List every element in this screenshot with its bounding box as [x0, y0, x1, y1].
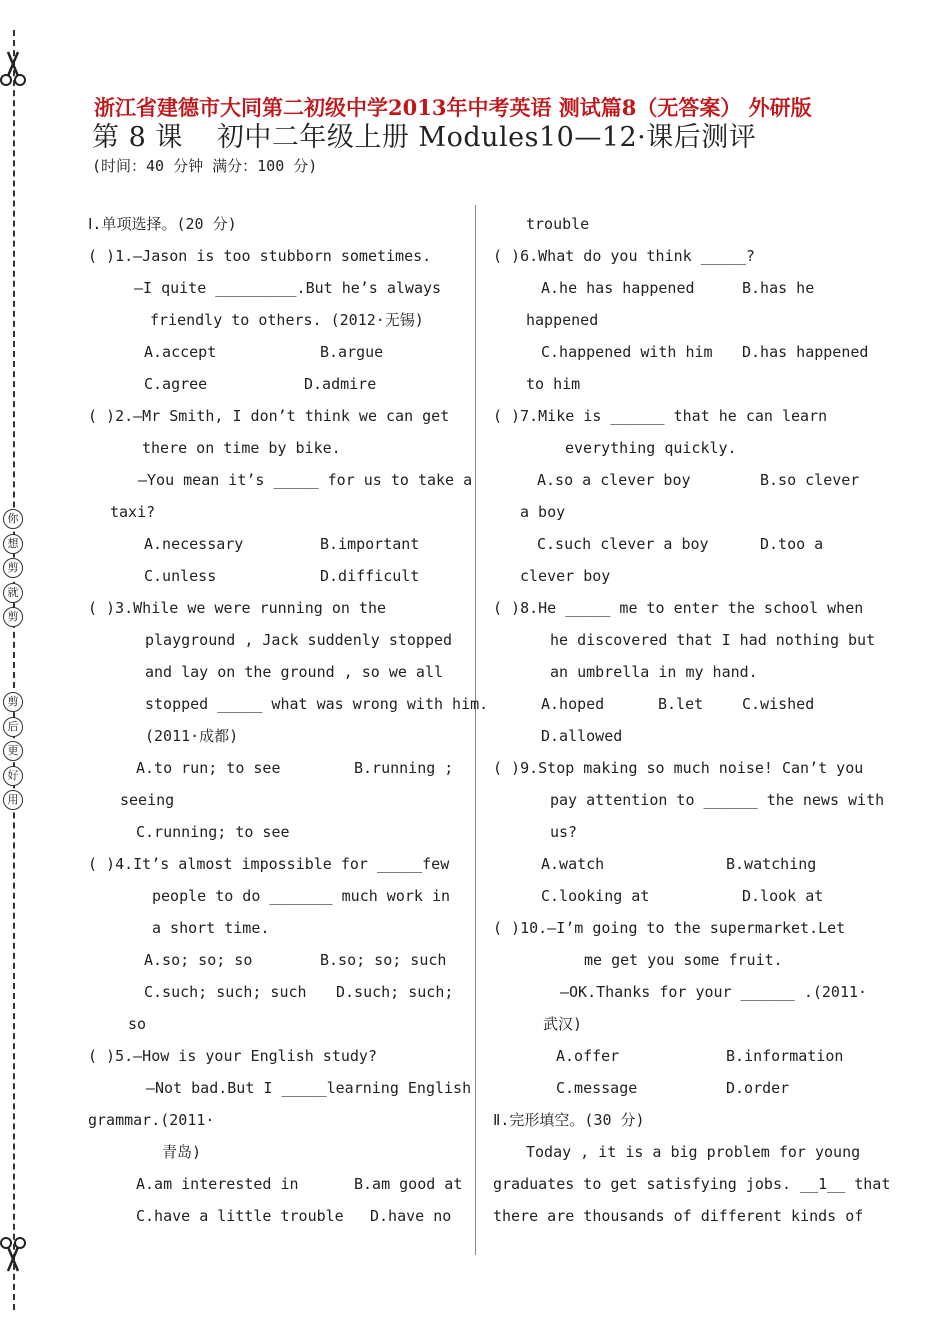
text-line-q7o2: B.so clever	[760, 471, 860, 489]
text-line-q1c: friendly to others. (2012·无锡)	[150, 311, 424, 329]
lesson-number: 第 8 课	[92, 122, 183, 153]
text-line-q5d: 青岛)	[162, 1143, 202, 1161]
cut-hint-char: 就	[3, 583, 23, 603]
text-line-q2b: there on time by bike.	[142, 439, 341, 457]
text-line-q10a: ( )10.—I’m going to the supermarket.Let	[493, 919, 846, 937]
text-line-q6o2b: happened	[526, 311, 599, 329]
text-line-q2o3: C.unless	[144, 567, 217, 585]
cut-hint-char: 剪	[3, 558, 23, 578]
text-line-q4o4: D.such; such;	[336, 983, 454, 1001]
cut-hint-char: 剪	[3, 692, 23, 712]
text-line-q5o1: A.am interested in	[136, 1175, 299, 1193]
text-line-q10b: me get you some fruit.	[584, 951, 783, 969]
text-line-q2a: ( )2.—Mr Smith, I don’t think we can get	[88, 407, 450, 425]
text-line-q10o1: A.offer	[556, 1047, 620, 1065]
text-line-q1b: —I quite _________.But he’s always	[134, 279, 442, 297]
text-line-q7a: ( )7.Mike is ______ that he can learn	[493, 407, 828, 425]
cut-hint-char: 更	[3, 741, 23, 761]
text-line-q3b: playground , Jack suddenly stopped	[145, 631, 453, 649]
text-line-q2c: —You mean it’s _____ for us to take a	[138, 471, 473, 489]
text-line-q4o4b: so	[128, 1015, 147, 1033]
text-line-q8o2: B.let	[658, 695, 704, 713]
text-line-p1: Today , it is a big problem for young	[526, 1143, 861, 1161]
text-line-q1o1: A.accept	[144, 343, 217, 361]
text-line-q7o3: C.such clever a boy	[537, 535, 709, 553]
cut-line	[13, 30, 15, 1310]
text-line-s2: Ⅱ.完形填空。(30 分)	[493, 1111, 645, 1129]
text-line-q6o4b: to him	[526, 375, 581, 393]
text-line-q1o4: D.admire	[304, 375, 377, 393]
text-line-q9o4: D.look at	[742, 887, 824, 905]
text-line-q6o3: C.happened with him	[541, 343, 713, 361]
section-title: Ⅰ.单项选择。(20 分)	[88, 215, 237, 233]
text-line-q3e: (2011·成都)	[145, 727, 239, 745]
column-divider	[475, 205, 476, 1255]
text-line-q4a: ( )4.It’s almost impossible for _____few	[88, 855, 450, 873]
text-line-q2o2: B.important	[320, 535, 420, 553]
text-line-q1a: ( )1.—Jason is too stubborn sometimes.	[88, 247, 432, 265]
text-line-q5b: —Not bad.But I _____learning English	[146, 1079, 472, 1097]
text-line-q4c: a short time.	[152, 919, 270, 937]
text-line-q4o2: B.so; so; such	[320, 951, 447, 969]
text-line-q3d: stopped _____ what was wrong with him.	[145, 695, 489, 713]
text-line-q10o3: C.message	[556, 1079, 638, 1097]
lesson-heading	[92, 120, 756, 156]
text-line-q6o4: D.has happened	[742, 343, 869, 361]
text-line-q5o3: C.have a little trouble	[136, 1207, 344, 1225]
scissors-icon	[0, 1235, 26, 1273]
text-line-q10o2: B.information	[726, 1047, 844, 1065]
text-line-q2o1: A.necessary	[144, 535, 244, 553]
text-line-q3o2b: seeing	[120, 791, 175, 809]
text-line-q10d: 武汉)	[543, 1015, 583, 1033]
text-line-q7o1: A.so a clever boy	[537, 471, 691, 489]
text-line-q3o1: A.to run; to see	[136, 759, 281, 777]
text-line-q3a: ( )3.While we were running on the	[88, 599, 387, 617]
cut-hint-char: 剪	[3, 607, 23, 627]
text-line-q7o4: D.too a	[760, 535, 824, 553]
text-line-q8c: an umbrella in my hand.	[550, 663, 758, 681]
text-line-q6a: ( )6.What do you think _____?	[493, 247, 755, 265]
text-line-q5o2: B.am good at	[354, 1175, 463, 1193]
text-line-q4b: people to do _______ much work in	[152, 887, 451, 905]
text-line-p2: graduates to get satisfying jobs. __1__ that	[493, 1175, 891, 1193]
text-line-q7b: everything quickly.	[565, 439, 737, 457]
text-line-q8o4: D.allowed	[541, 727, 623, 745]
text-line-q10o4: D.order	[726, 1079, 790, 1097]
time-info: (时间：40 分钟 满分：100 分)	[92, 157, 318, 175]
text-line-q1o3: C.agree	[144, 375, 208, 393]
cut-hint-char: 想	[3, 534, 23, 554]
text-line-q7o2b: a boy	[520, 503, 566, 521]
text-line-q10c: —OK.Thanks for your ______ .(2011·	[560, 983, 868, 1001]
cut-hint-char: 好	[3, 766, 23, 786]
text-line-q3o2: B.running ;	[354, 759, 454, 777]
text-line-q9o2: B.watching	[726, 855, 817, 873]
text-line-q8a: ( )8.He _____ me to enter the school when	[493, 599, 864, 617]
text-line-q8b: he discovered that I had nothing but	[550, 631, 876, 649]
cut-hint-char: 后	[3, 717, 23, 737]
text-line-q9a: ( )9.Stop making so much noise! Can’t you	[493, 759, 864, 777]
text-line-q3c: and lay on the ground , so we all	[145, 663, 444, 681]
text-line-q9o3: C.looking at	[541, 887, 650, 905]
text-line-q4o3: C.such; such; such	[144, 983, 307, 1001]
scissors-icon	[0, 50, 26, 88]
text-line-q2o4: D.difficult	[320, 567, 420, 585]
text-line-q8o1: A.hoped	[541, 695, 605, 713]
text-line-p3: there are thousands of different kinds of	[493, 1207, 864, 1225]
text-line-q5c: grammar.(2011·	[88, 1111, 215, 1129]
cut-hint-char: 你	[3, 509, 23, 529]
text-line-r0: trouble	[526, 215, 590, 233]
text-line-q4o1: A.so; so; so	[144, 951, 253, 969]
text-line-q6o1: A.he has happened	[541, 279, 695, 297]
text-line-q3o3: C.running; to see	[136, 823, 290, 841]
course-name: 初中二年级上册 Modules10—12·课后测评	[216, 122, 757, 153]
text-line-q7o4b: clever boy	[520, 567, 611, 585]
text-line-q5o4: D.have no	[370, 1207, 452, 1225]
text-line-q9b: pay attention to ______ the news with	[550, 791, 885, 809]
text-line-q2d: taxi?	[110, 503, 156, 521]
text-line-q8o3: C.wished	[742, 695, 815, 713]
text-line-q9o1: A.watch	[541, 855, 605, 873]
text-line-q1o2: B.argue	[320, 343, 384, 361]
text-line-q5a: ( )5.—How is your English study?	[88, 1047, 377, 1065]
cut-hint-char: 用	[3, 790, 23, 810]
text-line-q9c: us?	[550, 823, 578, 841]
document-title: 浙江省建德市大同第二初级中学2013年中考英语 测试篇8（无答案） 外研版	[94, 95, 812, 120]
text-line-q6o2: B.has he	[742, 279, 815, 297]
